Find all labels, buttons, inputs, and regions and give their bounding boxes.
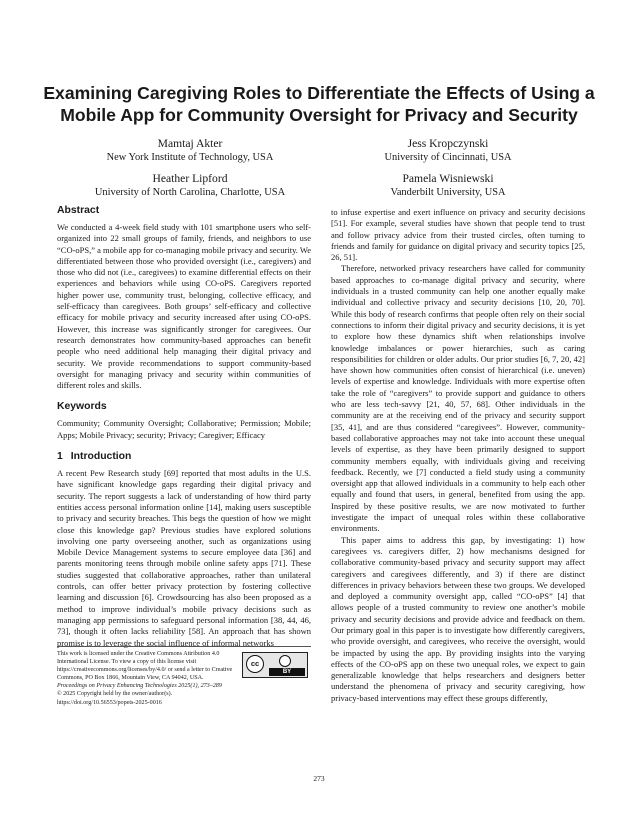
proceedings-line: Proceedings on Privacy Enhancing Technologies 2025(1), 273–289 — [57, 683, 222, 690]
attribution-person-icon — [279, 655, 291, 667]
license-text: This work is licensed under the Creative Commons Attribution 4.0 International License. To view a copy of this license visit https://creativecommons.org/licenses/by/4.0/ or send a letter to Creative Commons, PO Box 1866, Mountain View, CA 94042, USA. — [57, 651, 233, 682]
author-block — [323, 171, 573, 199]
by-label: BY — [269, 668, 305, 676]
author-block — [323, 136, 573, 164]
left-column — [57, 204, 311, 649]
author-affiliation: University of North Carolina, Charlotte, USA — [94, 187, 286, 198]
page-number: 273 — [313, 774, 325, 783]
introduction-text: A recent Pew Research study [69] reported that most adults in the U.S. have significant knowledge gaps regarding their digital privacy and security. The report suggests a lack of understanding of how third party entities access personal information online [14], making users susceptible to privacy and security breaches. This begs the question of how we might close this knowledge gap? Previous studies have explored solutions involving one party overseeing another, such as organizations using Mobile Device Management systems to secure employee data [36] and parents monitoring teens through mobile online safety apps [71]. These studies suggested that collaborative approaches, rather than unilateral controls, can offer better privacy protection by fostering collective learning and discussion [6]. Crowdsourcing has also been proposed as a method to improve individual’s mobile privacy decisions such as managing app permissions to safeguard personal information [38, 44, 46, 73], though it often lacks reliability [58]. An approach that has shown promise is to leverage the social influence of informal networks — [57, 468, 311, 648]
keywords-text: Community; Community Oversight; Collaborative; Permission; Mobile; Apps; Mobile Privacy; security; Privacy; Caregiver; Efficacy — [57, 418, 311, 440]
author-name: Heather Lipford — [152, 172, 228, 185]
author-affiliation: Vanderbilt University, USA — [390, 187, 506, 198]
author-affiliation: University of Cincinnati, USA — [384, 152, 512, 163]
abstract-heading: Abstract — [57, 205, 100, 216]
doi-link[interactable]: https://doi.org/10.56553/popets-2025-0016 — [57, 699, 162, 706]
cc-by-license-icon[interactable] — [242, 652, 308, 678]
introduction-heading — [57, 450, 311, 464]
author-name: Mamtaj Akter — [157, 137, 223, 150]
body-paragraph: to infuse expertise and exert influence on privacy and security decisions [51]. For example, several studies have shown that people tend to trust and follow privacy advice from their trusted circles, often turning to friends and family for guidance on digital privacy and security topics [25, 26, 51]. — [331, 207, 585, 263]
body-paragraph: Therefore, networked privacy researchers have called for community based approaches to co-manage digital privacy and security, where individuals in a trusted community can help one another equally make individual and collective privacy and security decisions [10, 20, 70]. While this body of research confirms that people often rely on their social connections to inform their digital privacy and security decisions, it is yet to explore how these dynamics shift when relationships involve knowledge imbalances or power hierarchies, such as caring responsibilities for children or older adults. Our prior studies [6, 7, 20, 42] have shown how communities often consist of hierarchical (i.e. uneven) levels of expertise and knowledge. Individuals with more expertise often take the role of “caregivers” to provide support and guidance to others who are less tech-savvy [21, 40, 57, 68]. Other individuals in the community are at the receiving end of the privacy and security support [35, 41], and are thus considered “caregivees”. However, community-based collaborative approaches may not take into account these unequal levels of expertise, as they have been primarily designed to support community members equally, with individuals giving and receiving feedback. Recently, we [7] conducted a field study using a community oversight app that allowed individuals in a community to help each other equally and found that users, in general, benefited from using the app. Inspired by these positive results, we are now motivated to further investigate the impact of unequal roles within these collaborative environments. — [331, 263, 585, 534]
author-block — [65, 171, 315, 199]
right-column — [331, 207, 585, 704]
author-block — [65, 136, 315, 164]
author-affiliation: New York Institute of Technology, USA — [106, 152, 274, 163]
paper-title: Examining Caregiving Roles to Differentiate the Effects of Using a Mobile App for Community Oversight for Privacy and Security — [43, 83, 595, 125]
section-number: 1 — [57, 451, 63, 463]
body-paragraph: This paper aims to address this gap, by investigating: 1) how caregivees vs. caregivers differ, 2) how mechanisms designed for collaborative community-based privacy and security support may affect caregivers and caregivees differently, and 3) if there are distinct differences in privacy behaviors between these two groups. We developed and deployed a community oversight app, called “CO-oPS” [4] that allows people of a trusted community to review one another’s mobile privacy and security decisions and provide advice and feedback on them. Our primary goal in this paper is to investigate how differently caregivers, who provide oversight, and caregivees, who receive the oversight, would be impacted by using the app. By providing insights into the varying effects of the CO-oPS app on these two unequal roles, we expect to gain generalizable knowledge that helps researchers and designers better understand the phenomena of privacy and security caregiving, how privacy-based interventions may effect these groups differently, — [331, 534, 585, 703]
keywords-heading: Keywords — [57, 401, 107, 413]
author-name: Pamela Wisniewski — [402, 172, 494, 185]
author-name: Jess Kropczynski — [407, 137, 489, 150]
copyright-line: © 2025 Copyright held by the owner/author(s). — [57, 691, 173, 698]
cc-icon: cc — [246, 655, 264, 673]
abstract-text: We conducted a 4-week field study with 101 smartphone users who self-organized into 22 small groups of family, friends, and neighbors to use “CO-oPS,” a mobile app for co-managing mobile privacy and security. We differentiated between those who provided oversight (i.e., caregivers) and those who did not (i.e., caregivees) to examine differential effects on their experiences and behaviors while using CO-oPS. Caregivers reported higher power use, community trust, belonging, collective efficacy, and self-efficacy than caregivees. Both groups’ self-efficacy and collective efficacy for mobile privacy and security increased after using CO-oPS. However, this increase was significantly stronger for caregivees. Our research demonstrates how community-based approaches can benefit people who need additional help managing their digital privacy and security. We provide recommendations to support community-based oversight for managing privacy and security within communities of different roles and skills. — [57, 222, 312, 391]
footnote-block — [57, 646, 311, 707]
section-title: Introduction — [70, 451, 132, 463]
